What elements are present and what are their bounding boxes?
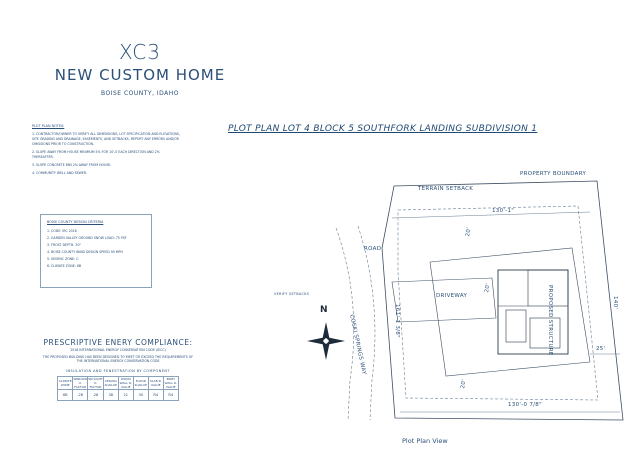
north-label: N bbox=[320, 305, 328, 315]
terrain-setback-label: TERRAIN SETBACK bbox=[418, 186, 474, 192]
table-cell: 21 bbox=[118, 390, 133, 401]
driveway-label: DRIVEWAY bbox=[436, 293, 468, 299]
table-cell: 38 bbox=[103, 390, 118, 401]
table-header-cell: FLOOR R-VALUE bbox=[133, 377, 148, 390]
table-header-cell: BSMT WALL R-VALUE bbox=[164, 377, 177, 389]
left-dimension-label: 161'-1 3/8" bbox=[394, 304, 400, 338]
proposed-structure-outline bbox=[498, 270, 568, 354]
energy-code: 2018 INTERNATIONAL ENERGY CONSERVATION CODE (IECC) bbox=[70, 348, 166, 352]
setback-bottom-label: 20' bbox=[460, 378, 468, 390]
setback-top-label: 20' bbox=[465, 226, 473, 238]
property-boundary-line bbox=[382, 181, 623, 420]
right-dimension-label: 140' bbox=[612, 296, 618, 310]
criteria-heading: BOISE COUNTY DESIGN CRITERIA bbox=[47, 220, 104, 224]
top-dimension-line bbox=[392, 212, 590, 218]
insulation-table-heading: INSULATION AND FENESTRATION BY COMPONENT bbox=[66, 369, 170, 373]
top-dimension-label: 130'-1" bbox=[492, 208, 515, 214]
road-name-label: COSKI SPRINGS WAY bbox=[348, 314, 367, 376]
criteria-item: 2. GARDEN VALLEY GROUND SNOW LOAD: 75 PSF bbox=[47, 236, 127, 240]
table-cell: .28 bbox=[88, 390, 104, 401]
criteria-item: 1. CODE: IRC 2018 bbox=[47, 229, 77, 233]
project-name: NEW CUSTOM HOME bbox=[54, 66, 226, 84]
table-cell: .28 bbox=[73, 390, 88, 401]
table-cell: R4 bbox=[148, 390, 163, 401]
note-item: 2. SLOPE AWAY FROM HOUSE MINIMUM 5% FOR 10'-0 EACH DIRECTION AND 2% THEREAFTER. bbox=[32, 150, 160, 159]
verify-setbacks-label: VERIFY SETBACKS bbox=[274, 292, 310, 296]
north-arrow-icon bbox=[307, 322, 345, 360]
table-header-cell: SKYLIGHT U-FACTOR bbox=[88, 377, 103, 389]
note-item: 4. COMMUNITY WELL AND SEWER. bbox=[32, 171, 87, 175]
energy-note: THE PROPOSED BUILDING HAS BEEN DESIGNED TO MEET OR EXCEED THE REQUIREMENTS OF THE INTERNATIONAL ENERGY CONSERVATION CODE bbox=[42, 355, 194, 363]
table-header-cell: CEILING R-VALUE bbox=[103, 377, 118, 390]
project-location: BOISE COUNTY, IDAHO bbox=[100, 90, 180, 97]
note-item: 1. CONTRACTOR/OWNER TO VERIFY ALL DIMENSIONS, LOT SPECIFICATION AND ELEVATIONS, SITE GRADING AND DRAINAGE, EASEMENTS, AND SETBACKS, REPORT ANY ERRORS AND/OR OMISSIONS PRIOR TO CONSTRUCTION. bbox=[32, 132, 180, 146]
bottom-dimension-label: 130'-0 7/8" bbox=[508, 402, 542, 408]
building-setback-line bbox=[430, 248, 590, 376]
setback-left-label: 20' bbox=[484, 282, 492, 294]
driveway-outline bbox=[392, 278, 496, 322]
table-cell: R4 bbox=[163, 390, 178, 401]
proposed-structure-label: PROPOSED STRUCTURE bbox=[547, 285, 553, 356]
criteria-item: 5. SEISMIC ZONE: C bbox=[47, 257, 79, 261]
table-header-cell: WOOD WALL R-VALUE bbox=[119, 377, 132, 389]
plot-plan-view-title: Plot Plan View bbox=[402, 437, 448, 445]
table-cell: 30 bbox=[133, 390, 148, 401]
notes-heading: PLOT PLAN NOTES: bbox=[32, 124, 65, 128]
plot-plan-title: PLOT PLAN LOT 4 BLOCK 5 SOUTHFORK LANDING SUBDIVISION 1 bbox=[228, 124, 538, 134]
table-header-cell: CLIMATE ZONE bbox=[58, 377, 73, 390]
property-boundary-label: PROPERTY BOUNDARY bbox=[520, 171, 587, 177]
road-label: ROAD bbox=[364, 246, 382, 252]
criteria-item: 6. CLIMATE ZONE: 6B bbox=[47, 264, 82, 268]
road-edge-inner bbox=[358, 226, 375, 420]
criteria-item: 4. BOISE COUNTY WIND DESIGN SPEED 90 MPH bbox=[47, 250, 123, 254]
setback-right-label: 25' bbox=[596, 346, 606, 352]
table-cell: 6B bbox=[58, 390, 73, 401]
note-item: 3. SLOPE CONCRETE MIN 2% AWAY FROM HOUSE. bbox=[32, 163, 112, 167]
table-header-cell: WINDOW U-FACTOR bbox=[73, 377, 88, 389]
plan-code: XC3 bbox=[119, 40, 161, 64]
criteria-item: 3. FROST DEPTH: 30" bbox=[47, 243, 81, 247]
table-header-cell: SLAB R-VALUE bbox=[148, 377, 163, 390]
energy-title: PRESCRIPTIVE ENERY COMPLIANCE: bbox=[43, 338, 193, 347]
